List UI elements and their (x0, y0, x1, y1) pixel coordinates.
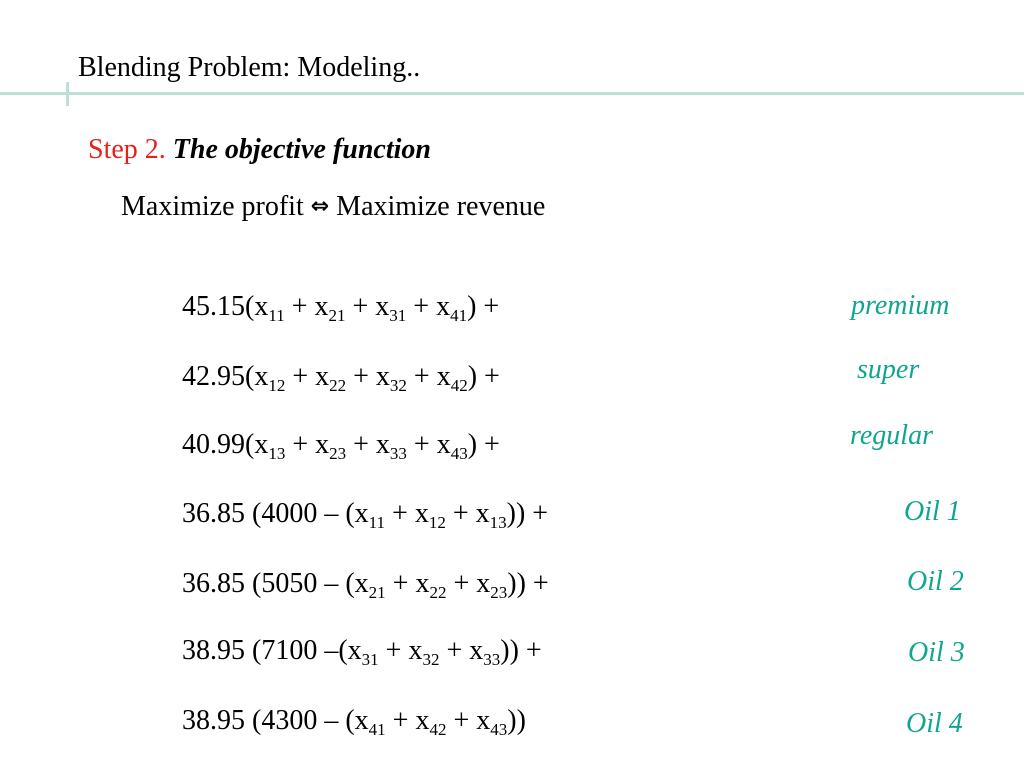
eq-text: + x (385, 568, 430, 599)
eq-subscript: 42 (429, 720, 447, 739)
eq-text: ) + (467, 361, 500, 392)
eq-subscript: 11 (368, 513, 386, 532)
eq-subscript: 22 (329, 376, 347, 395)
equation-oil-1 (182, 496, 548, 532)
eq-subscript: 32 (422, 650, 440, 669)
eq-text: 38.95 (7100 –(x (182, 635, 362, 666)
eq-subscript: 31 (389, 306, 407, 325)
eq-text: )) + (507, 568, 549, 599)
eq-text: 36.85 (5050 – (x (182, 568, 369, 599)
eq-text: 36.85 (4000 – (x (182, 498, 369, 529)
double-arrow-icon: ⇔ (310, 194, 330, 219)
eq-subscript: 11 (268, 306, 285, 325)
eq-subscript: 21 (328, 306, 346, 325)
eq-subscript: 31 (361, 650, 379, 669)
eq-text: + x (446, 568, 491, 599)
eq-subscript: 23 (329, 444, 347, 463)
eq-text: 42.95(x (182, 361, 269, 392)
eq-text: + x (378, 635, 423, 666)
eq-subscript: 41 (450, 306, 468, 325)
eq-text: )) + (500, 635, 542, 666)
eq-subscript: 41 (368, 720, 386, 739)
slide-title: Blending Problem: Modeling.. (78, 52, 421, 83)
eq-text: 38.95 (4300 – (x (182, 705, 369, 736)
label-premium: premium (851, 290, 950, 321)
eq-subscript: 13 (489, 513, 507, 532)
equation-oil-4 (182, 703, 526, 739)
eq-subscript: 12 (428, 513, 446, 532)
label-oil-2: Oil 2 (907, 566, 964, 597)
eq-text: + x (385, 498, 429, 529)
eq-text: )) + (506, 498, 549, 529)
eq-subscript: 33 (483, 650, 501, 669)
equation-oil-3 (182, 633, 542, 669)
eq-subscript: 12 (268, 376, 286, 395)
eq-text: + x (445, 498, 490, 529)
eq-subscript: 43 (490, 720, 508, 739)
label-oil-3: Oil 3 (908, 637, 965, 668)
equation-super (182, 359, 500, 395)
title-divider (0, 92, 1024, 95)
step-heading (88, 132, 431, 168)
subtitle-right: Maximize revenue (336, 191, 546, 222)
eq-subscript: 23 (490, 583, 508, 602)
label-super: super (857, 354, 920, 385)
eq-text: + x (285, 361, 330, 392)
eq-text: + x (406, 291, 451, 322)
eq-text: + x (284, 291, 329, 322)
eq-text: + x (285, 429, 330, 460)
eq-subscript: 42 (450, 376, 468, 395)
equation-premium (182, 289, 499, 325)
subtitle-left: Maximize profit (121, 191, 304, 222)
label-oil-1: Oil 1 (904, 496, 961, 527)
equation-regular (182, 427, 500, 463)
eq-subscript: 43 (450, 444, 468, 463)
eq-text: + x (346, 429, 390, 460)
eq-subscript: 21 (368, 583, 386, 602)
title-divider-tick (66, 82, 69, 106)
eq-subscript: 13 (268, 444, 286, 463)
eq-text: 40.99(x (182, 429, 269, 460)
eq-text: + x (446, 705, 491, 736)
objective-subtitle (121, 189, 545, 225)
eq-subscript: 32 (389, 376, 407, 395)
eq-text: + x (406, 361, 451, 392)
eq-text: + x (345, 291, 390, 322)
equation-oil-2 (182, 566, 549, 602)
eq-text: + x (346, 361, 390, 392)
eq-text: )) (507, 705, 526, 736)
eq-text: + x (439, 635, 484, 666)
label-regular: regular (850, 420, 933, 451)
step-label: Step 2. (88, 134, 166, 165)
eq-text: ) + (467, 291, 500, 322)
eq-text: + x (385, 705, 430, 736)
label-oil-4: Oil 4 (906, 708, 963, 739)
step-text: The objective function (172, 134, 431, 165)
eq-text: + x (406, 429, 451, 460)
eq-subscript: 22 (429, 583, 447, 602)
eq-text: ) + (467, 429, 500, 460)
eq-text: 45.15(x (182, 291, 269, 322)
eq-subscript: 33 (389, 444, 407, 463)
